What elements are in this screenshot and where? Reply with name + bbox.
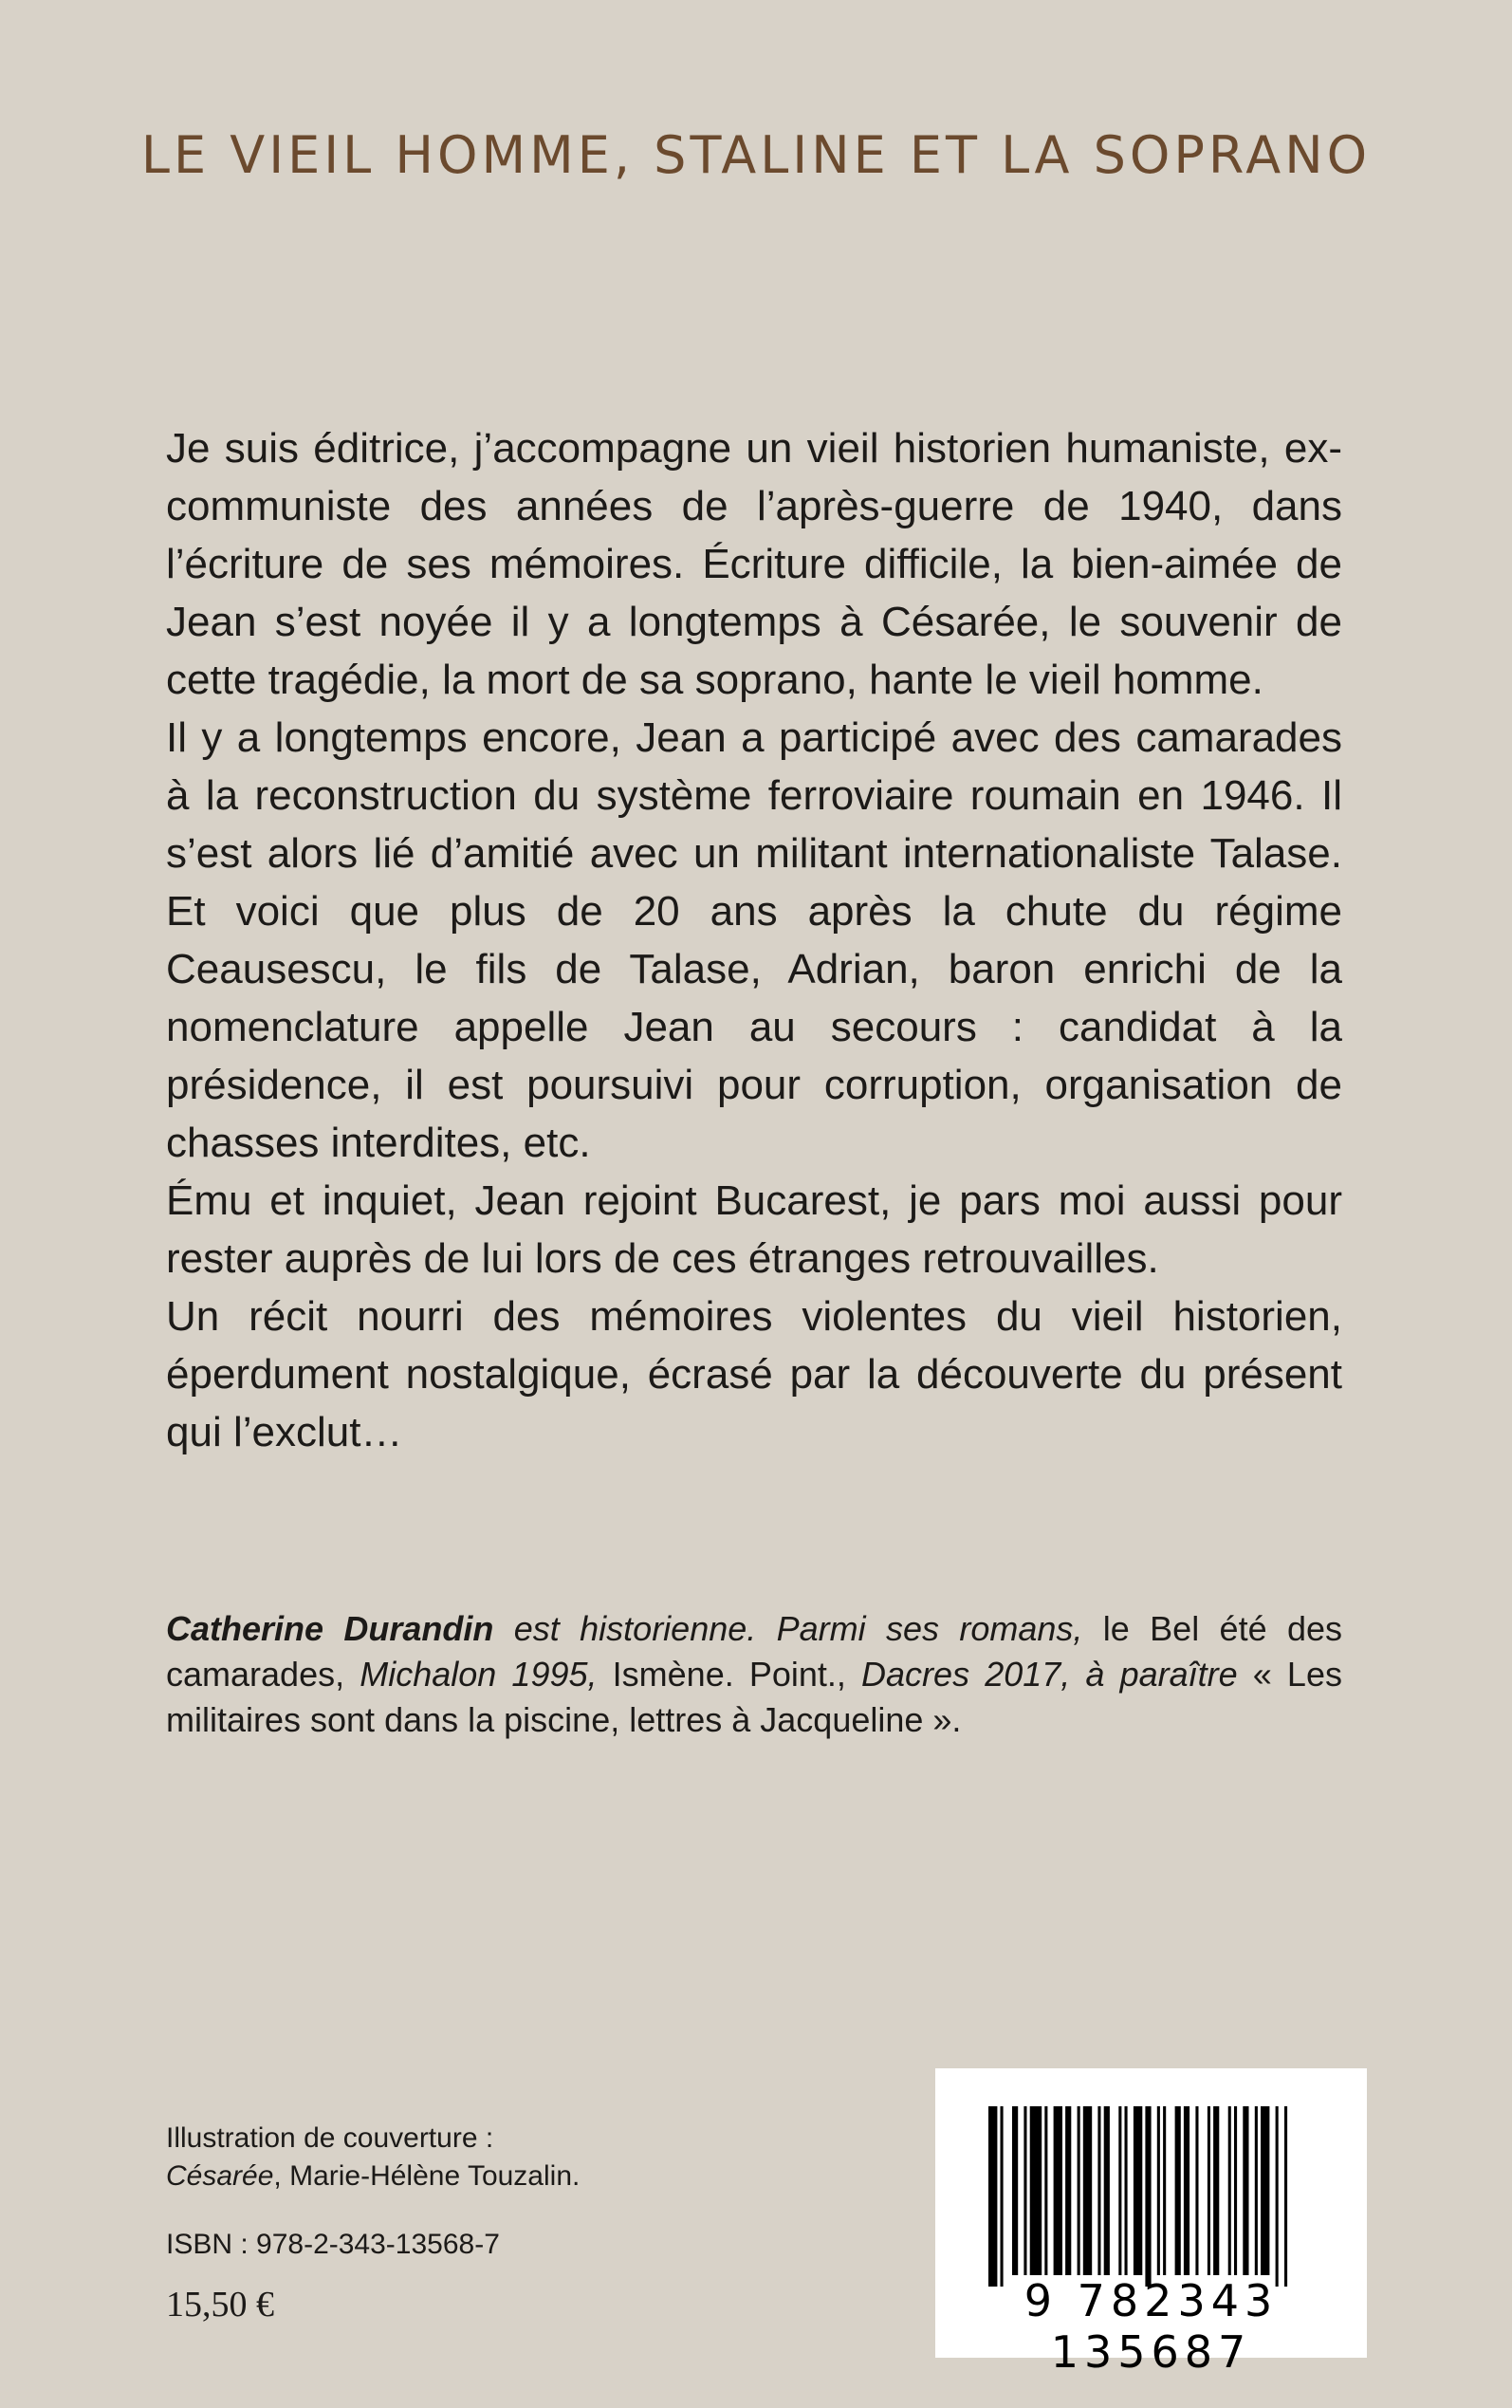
barcode-bar bbox=[1134, 2106, 1142, 2275]
barcode-bar bbox=[1195, 2106, 1198, 2275]
barcode-bar bbox=[1054, 2106, 1062, 2275]
price: 15,50 € bbox=[166, 2285, 274, 2325]
bio-title: « Les militaires sont dans la piscine, lettres à Jacqueline ». bbox=[166, 1655, 1342, 1739]
barcode-bar bbox=[1213, 2106, 1219, 2275]
barcode-bar bbox=[1012, 2106, 1018, 2275]
barcode-bar bbox=[1078, 2106, 1080, 2275]
barcode-bar bbox=[1145, 2106, 1151, 2287]
bio-title: le Bel été des camarades, bbox=[166, 1609, 1342, 1694]
barcode-digits: 9 782343 135687 bbox=[1023, 2275, 1279, 2378]
barcode-bar bbox=[1065, 2106, 1071, 2275]
barcode-bar bbox=[1030, 2106, 1042, 2275]
author-name: Catherine Durandin bbox=[166, 1609, 494, 1648]
bio-title: Ismène. Point., bbox=[612, 1655, 846, 1694]
barcode-bar bbox=[1228, 2106, 1231, 2275]
isbn: ISBN : 978-2-343-13568-7 bbox=[166, 2229, 500, 2260]
back-cover-blurb bbox=[166, 419, 1342, 1461]
barcode-bar bbox=[1118, 2106, 1121, 2275]
barcode-bar bbox=[1023, 2106, 1026, 2275]
blurb-paragraph: Ému et inquiet, Jean rejoint Bucarest, je pars moi aussi pour rester auprès de lui lors de ces étranges retrouvailles. bbox=[166, 1177, 1342, 1282]
barcode-bar bbox=[1243, 2106, 1248, 2275]
barcode-bar bbox=[1175, 2106, 1181, 2275]
barcode-bar bbox=[1208, 2106, 1210, 2275]
credit-label: Illustration de couverture : bbox=[166, 2122, 494, 2154]
book-title: LE VIEIL HOMME, STALINE ET LA SOPRANO bbox=[140, 125, 1372, 185]
barcode-bar bbox=[1276, 2106, 1279, 2287]
barcode-bar bbox=[1097, 2106, 1100, 2275]
illustration-credit bbox=[166, 2120, 580, 2195]
barcode-bar bbox=[988, 2106, 997, 2287]
blurb-paragraph: Il y a longtemps encore, Jean a participé avec des camarades à la reconstruction du système ferroviaire roumain en 1946. Il s’est alors lié d’amitié avec un militant internationaliste Talase. Et voici que plus de 20 ans après la chute du régime Ceausescu, le fils de Talase, Adrian, baron enrichi de la nomenclature appelle Jean au secours : candidat à la présidence, il est poursuivi pour corruption, organisation de chasses interdites, etc. bbox=[166, 714, 1342, 1166]
bio-text: Dacres 2017, à paraître bbox=[845, 1655, 1253, 1694]
author-bio bbox=[166, 1606, 1342, 1743]
barcode-bar bbox=[1255, 2106, 1258, 2275]
barcode-bar bbox=[1104, 2106, 1110, 2275]
barcode-bar bbox=[1001, 2106, 1004, 2287]
blurb-paragraph: Je suis éditrice, j’accompagne un vieil historien humaniste, ex-communiste des années de l’après-guerre de 1940, dans l’écriture de ses mémoires. Écriture difficile, la bien-aimée de Jean s’est noyée il y a longtemps à Césarée, le souvenir de cette tragédie, la mort de sa soprano, hante le vieil homme. bbox=[166, 425, 1342, 703]
barcode-bar bbox=[1163, 2106, 1166, 2275]
barcode-bar bbox=[1184, 2106, 1189, 2275]
bio-text: Michalon 1995, bbox=[344, 1655, 613, 1694]
barcode-bar bbox=[1044, 2106, 1047, 2275]
barcode-bar bbox=[1083, 2106, 1092, 2275]
blurb-paragraph: Un récit nourri des mémoires violentes du vieil historien, éperdument nostalgique, écrasé par la découverte du présent qui l’exclut… bbox=[166, 1293, 1342, 1455]
barcode-bar bbox=[1284, 2106, 1287, 2287]
barcode-bar bbox=[1234, 2106, 1237, 2275]
bio-text: est historienne. Parmi ses romans, bbox=[493, 1609, 1103, 1648]
credit-work: Césarée bbox=[166, 2160, 274, 2192]
barcode-bar bbox=[1261, 2106, 1269, 2275]
credit-artist: , Marie-Hélène Touzalin. bbox=[273, 2160, 581, 2192]
barcode-bar bbox=[1125, 2106, 1128, 2275]
barcode-bar bbox=[1157, 2106, 1160, 2275]
barcode bbox=[935, 2068, 1367, 2378]
